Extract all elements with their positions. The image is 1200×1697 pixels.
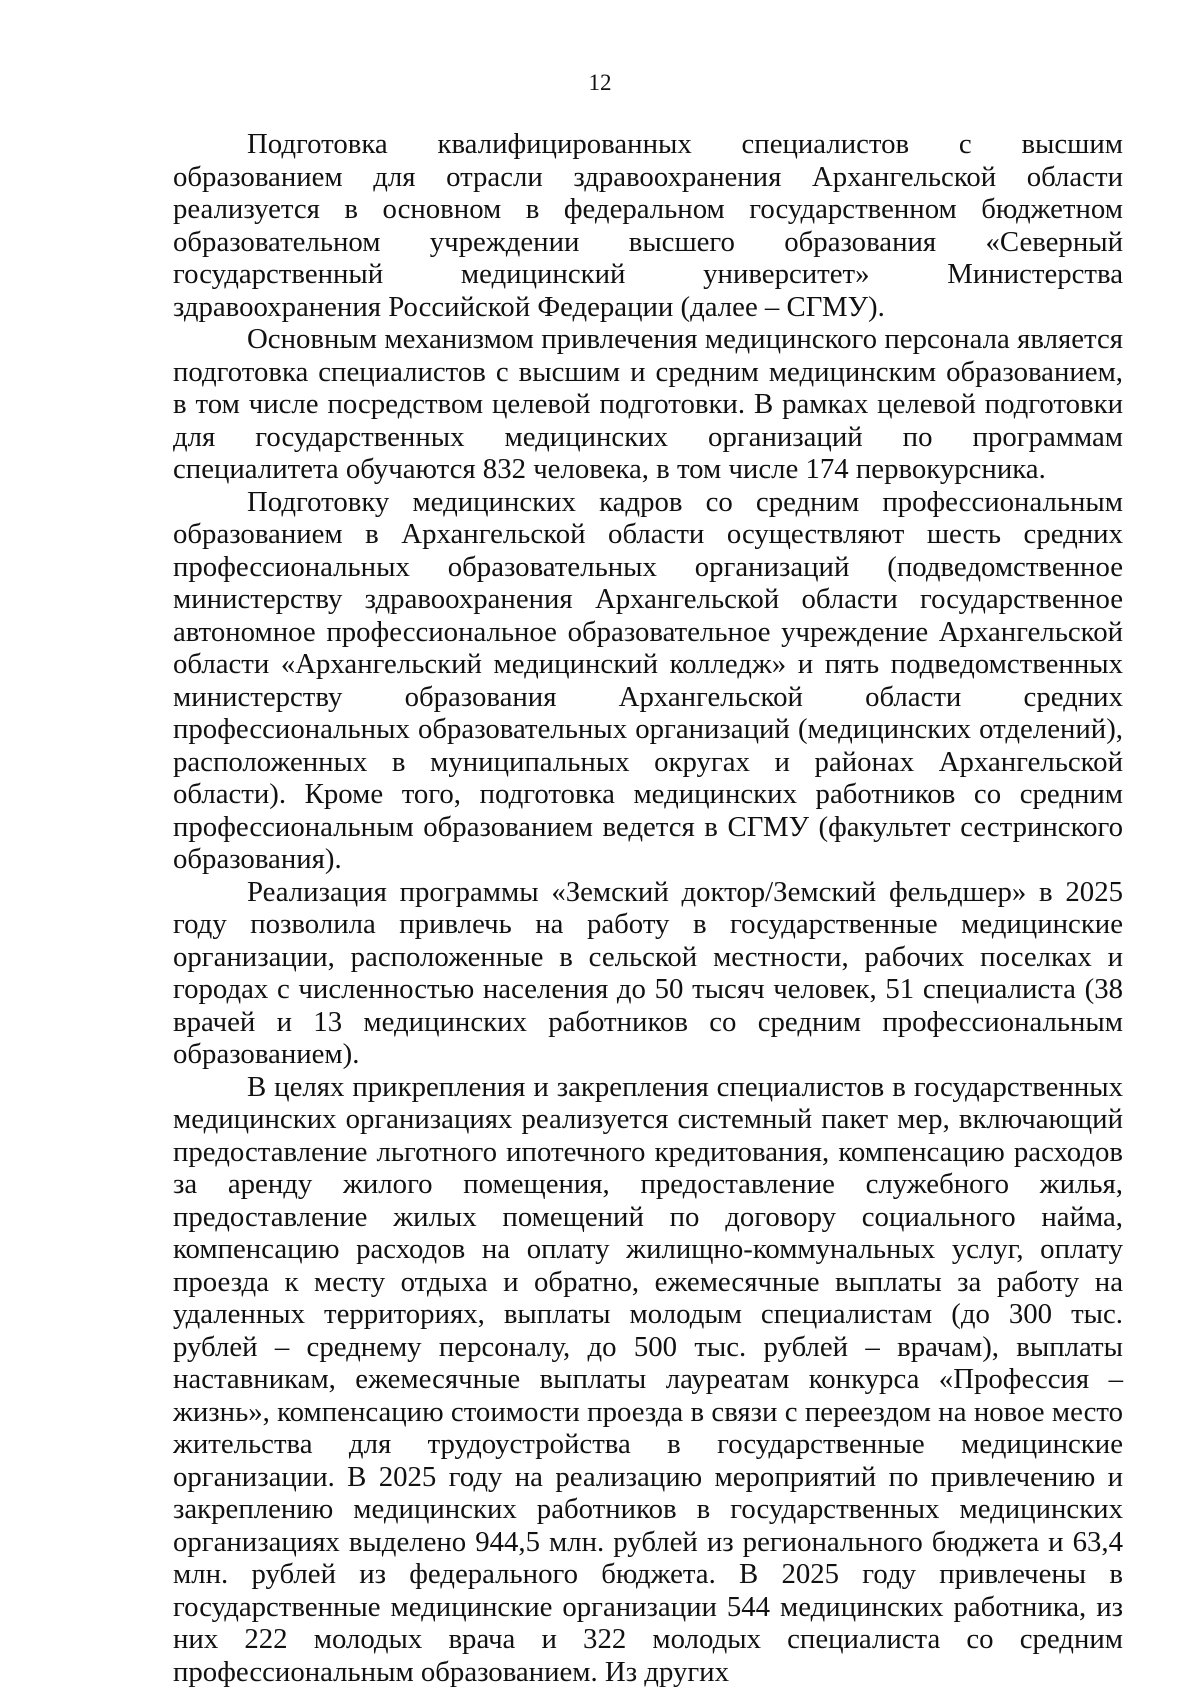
paragraph: Подготовку медицинских кадров со средним профессиональным образованием в Архангельской области осуществляют шесть средних профессиональных образовательных организаций (подведомственное министерству здравоохранения Архангельской области государственное автономное профессиональное образовательное учреждение Архангельской области «Архангельский медицинский колледж» и пять подведомственных министерству образования Архангельской области средних профессиональных образовательных организаций (медицинских отделений), расположенных в муниципальных округах и районах Архангельской области). Кроме того, подготовка медицинских работников со средним профессиональным образованием ведется в СГМУ (факультет сестринского образования). — [173, 485, 1123, 875]
paragraph: Подготовка квалифицированных специалистов с высшим образованием для отрасли здравоохранения Архангельской области реализуется в основном в федеральном государственном бюджетном образовательном учреждении высшего образования «Северный государственный медицинский университет» Министерства здравоохранения Российской Федерации (далее – СГМУ). — [173, 128, 1123, 323]
paragraph: В целях прикрепления и закрепления специалистов в государственных медицинских организациях реализуется системный пакет мер, включающий предоставление льготного ипотечного кредитования, компенсацию расходов за аренду жилого помещения, предоставление служебного жилья, предоставление жилых помещений по договору социального найма, компенсацию расходов на оплату жилищно-коммунальных услуг, оплату проезда к месту отдыха и обратно, ежемесячные выплаты за работу на удаленных территориях, выплаты молодым специалистам (до 300 тыс. рублей – среднему персоналу, до 500 тыс. рублей – врачам), выплаты наставникам, ежемесячные выплаты лауреатам конкурса «Профессия – жизнь», компенсацию стоимости проезда в связи с переездом на новое место жительства для трудоустройства в государственные медицинские организации. В 2025 году на реализацию мероприятий по привлечению и закреплению медицинских работников в государственных медицинских организациях выделено 944,5 млн. рублей из регионального бюджета и 63,4 млн. рублей из федерального бюджета. В 2025 году привлечены в государственные медицинские организации 544 медицинских работника, из них 222 молодых врача и 322 молодых специалиста со средним профессиональным образованием. Из других — [173, 1070, 1123, 1688]
paragraph: Основным механизмом привлечения медицинского персонала является подготовка специалистов с высшим и средним медицинским образованием, в том числе посредством целевой подготовки. В рамках целевой подготовки для государственных медицинских организаций по программам специалитета обучаются 832 человека, в том числе 174 первокурсника. — [173, 323, 1123, 485]
page-number: 12 — [588, 70, 612, 95]
body-text — [173, 128, 1123, 1688]
paragraph: Реализация программы «Земский доктор/Земский фельдшер» в 2025 году позволила привлечь на работу в государственные медицинские организации, расположенные в сельской местности, рабочих поселках и городах с численностью населения до 50 тысяч человек, 51 специалиста (38 врачей и 13 медицинских работников со средним профессиональным образованием). — [173, 875, 1123, 1070]
